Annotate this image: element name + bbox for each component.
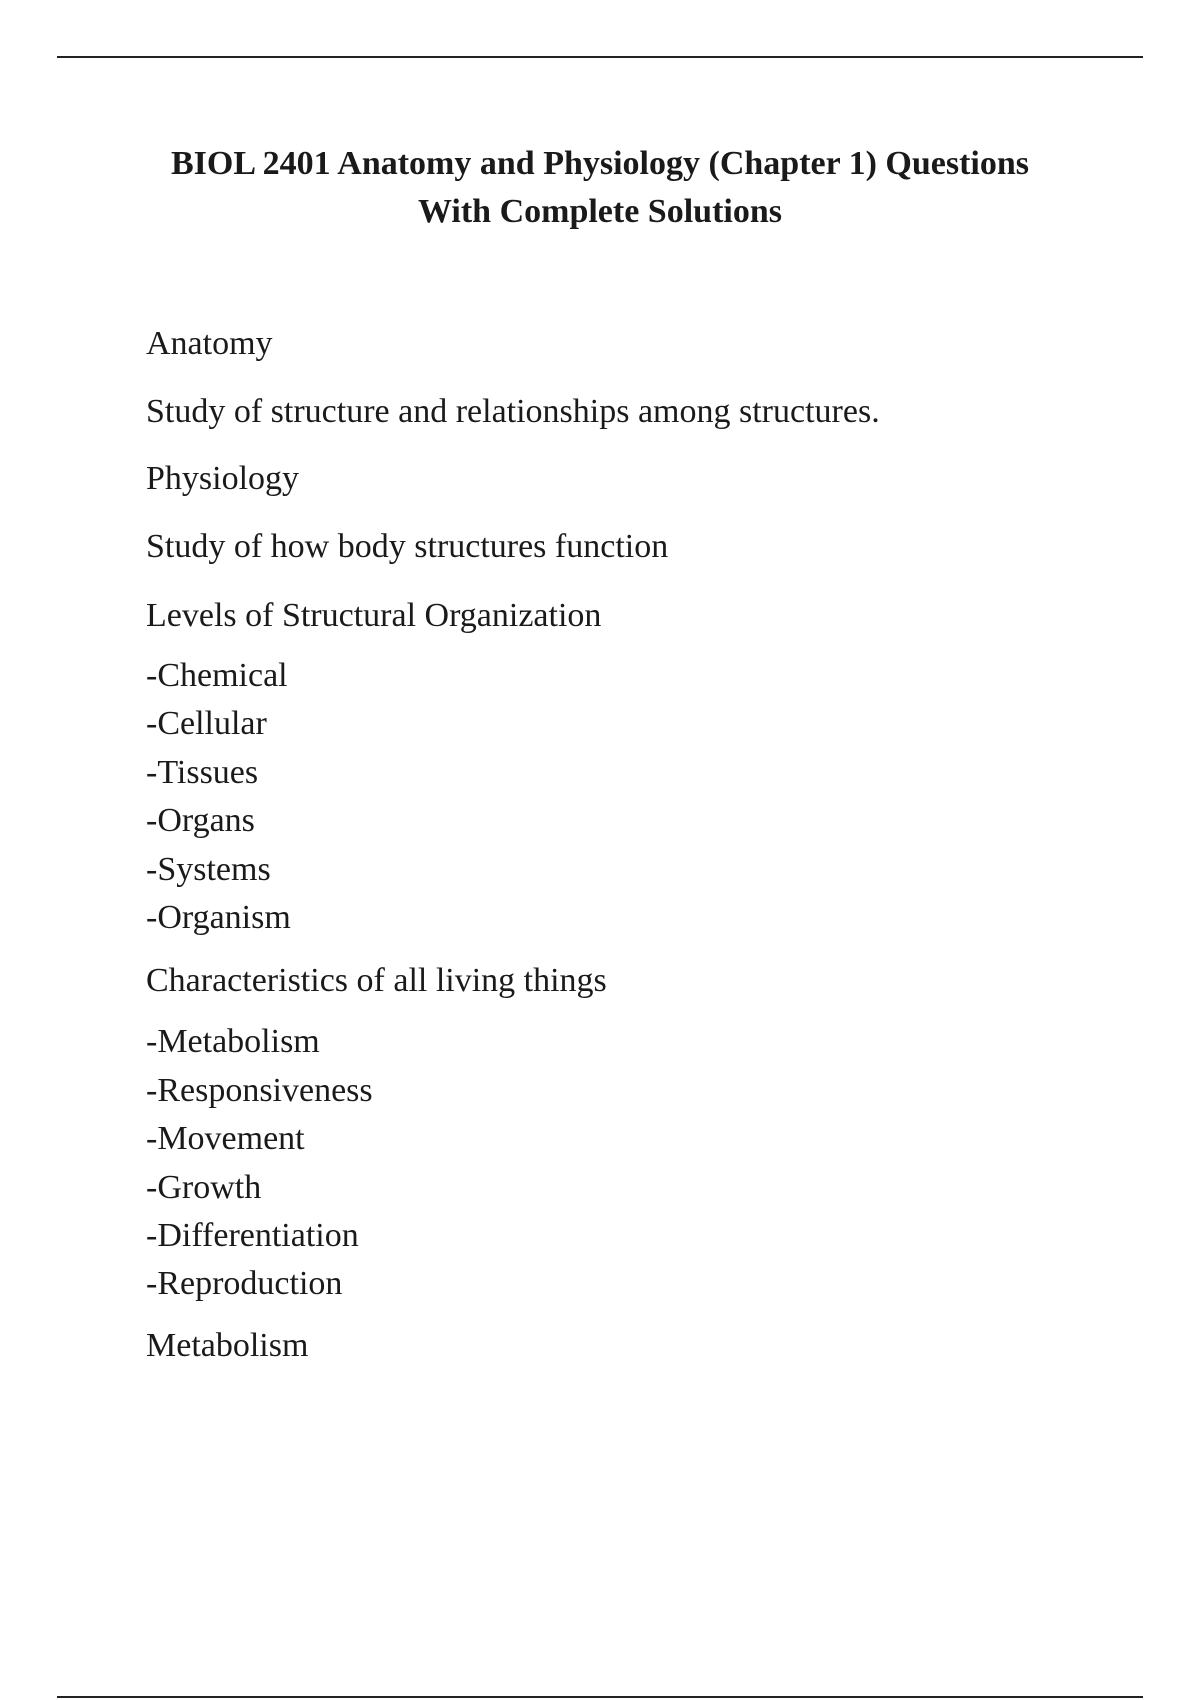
list-item: -Chemical (146, 657, 288, 694)
top-rule (57, 56, 1143, 58)
document-title (100, 140, 1100, 236)
definition-physiology: Study of how body structures function (146, 528, 669, 565)
list-item: -Metabolism (146, 1023, 320, 1061)
list-item: -Movement (146, 1120, 305, 1158)
list-item: -Reproduction (146, 1265, 343, 1303)
list-item: -Cellular (146, 705, 267, 743)
levels-list (146, 652, 1106, 942)
list-item: -Organs (146, 802, 255, 840)
list-item: -Differentiation (146, 1216, 359, 1254)
term-anatomy: Anatomy (146, 325, 273, 362)
term-levels-of-organization: Levels of Structural Organization (146, 597, 602, 634)
list-item: -Systems (146, 850, 271, 888)
title-line-1: BIOL 2401 Anatomy and Physiology (Chapter 1) Questions (170, 145, 1029, 182)
term-metabolism: Metabolism (146, 1326, 309, 1364)
characteristics-list (146, 1018, 1106, 1308)
list-item: -Responsiveness (146, 1071, 373, 1109)
term-physiology: Physiology (146, 460, 300, 497)
list-item: -Growth (146, 1168, 262, 1206)
list-item: -Organism (146, 898, 291, 936)
title-line-2: With Complete Solutions (418, 193, 782, 230)
definition-anatomy: Study of structure and relationships among structures. (146, 393, 880, 430)
list-item: -Tissues (146, 753, 259, 791)
document-body (146, 327, 1106, 1363)
term-characteristics: Characteristics of all living things (146, 962, 607, 1000)
bottom-rule (57, 1696, 1143, 1698)
